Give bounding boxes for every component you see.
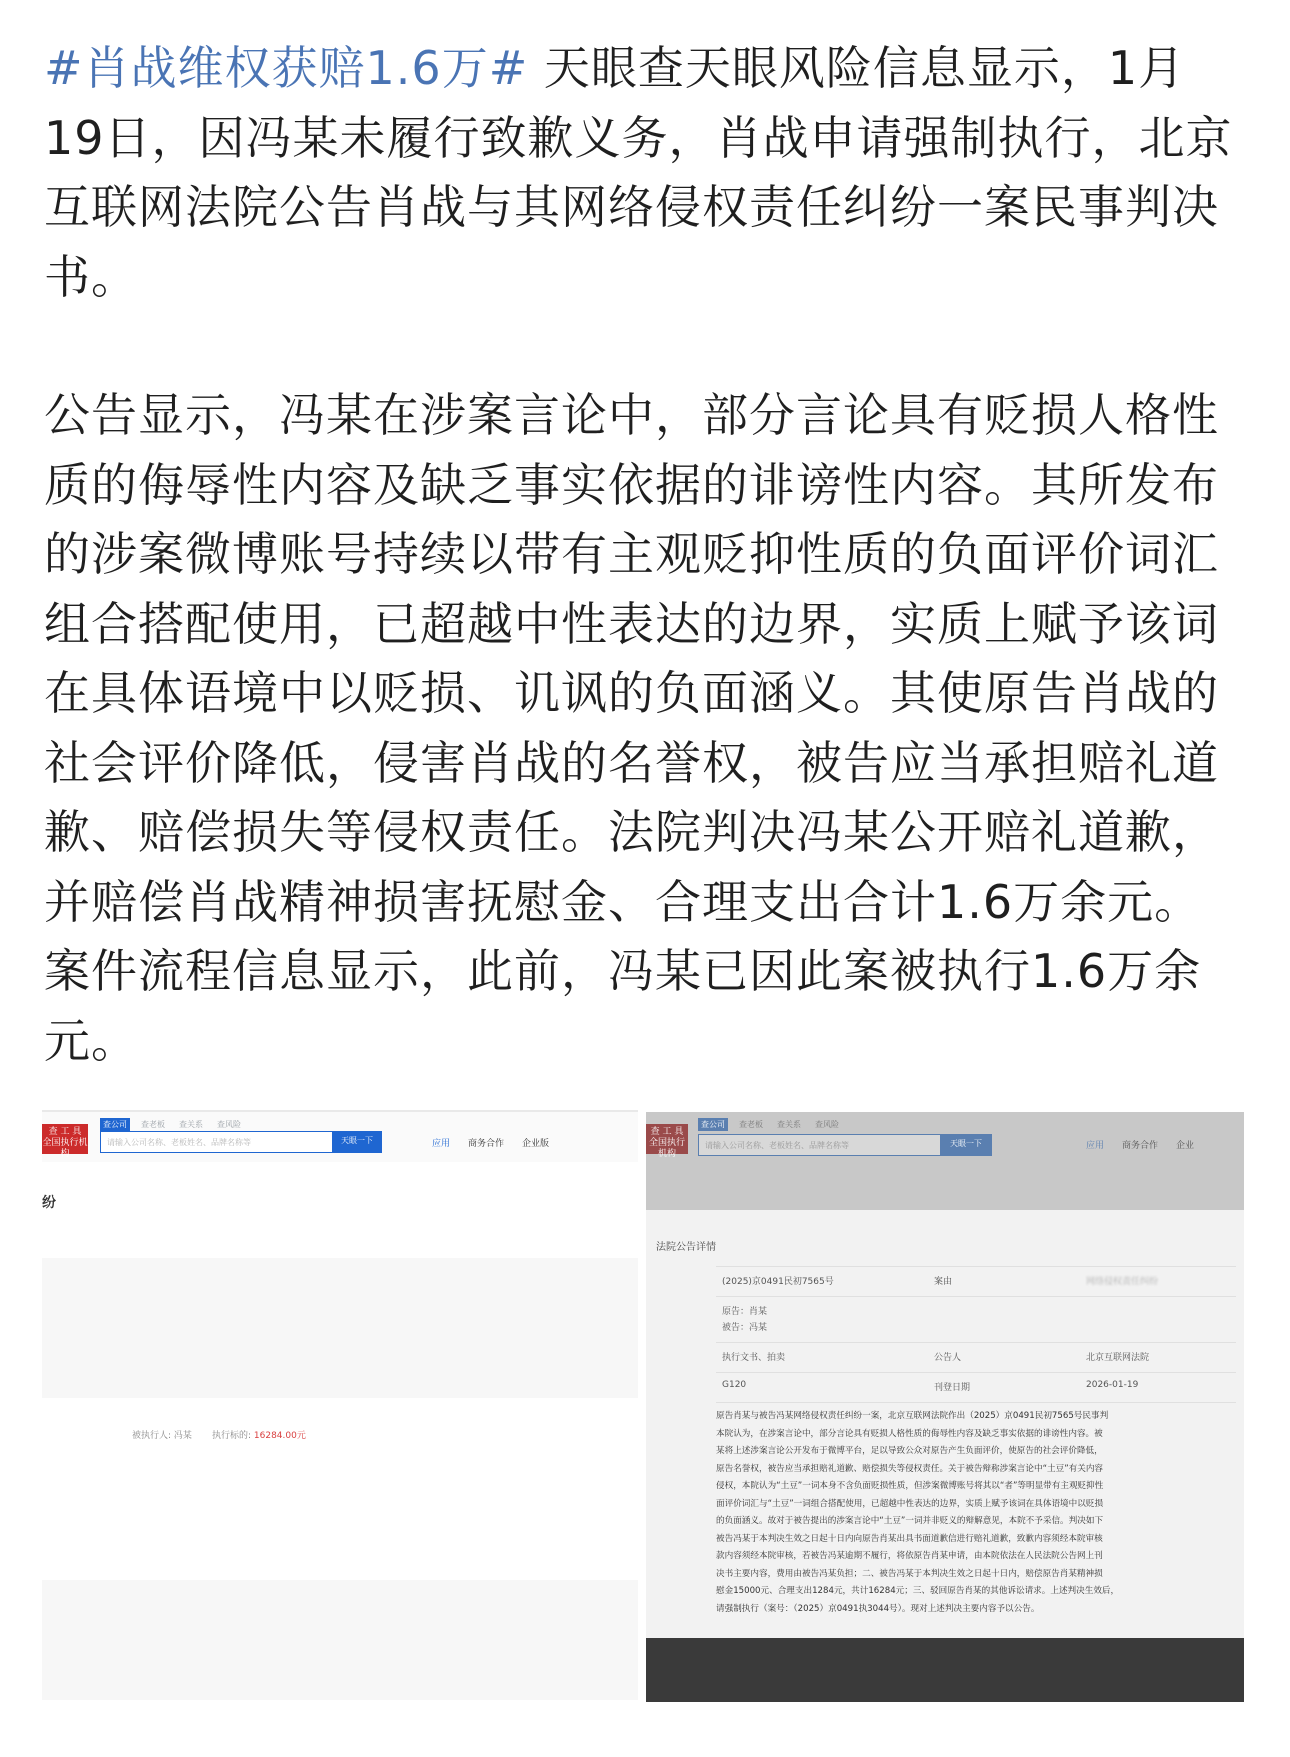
defendant: 被告：冯某 (722, 1323, 768, 1333)
content-band (42, 1580, 638, 1700)
announcer-label: 公告人 (934, 1353, 962, 1363)
publish-date-label: 刊登日期 (934, 1383, 971, 1393)
case-number: (2025)京0491民初7565号 (722, 1277, 834, 1287)
document-type: 执行文书、拍卖 (722, 1353, 786, 1363)
header-nav (1086, 1138, 1194, 1151)
divider (716, 1296, 1236, 1297)
notice-line: 的负面涵义。故对于被告提出的涉案言论中“土豆”一词并非贬义的辩解意见，本院不予采信。判决如下 (716, 1516, 1104, 1526)
divider (716, 1372, 1236, 1373)
header-nav (432, 1136, 549, 1149)
tab-risk[interactable]: 查风险 (217, 1120, 241, 1129)
notice-line: 请强制执行（案号：（2025）京0491执3044号）。现对上述判决主要内容予以公告。 (716, 1603, 1040, 1614)
executed-person-label: 被执行人: (132, 1431, 172, 1441)
site-logo[interactable] (42, 1124, 88, 1159)
tab-risk[interactable]: 查风险 (815, 1120, 839, 1129)
tab-company[interactable]: 查公司 (100, 1118, 130, 1131)
notice-code: G120 (722, 1380, 747, 1390)
notice-line: 某将上述涉案言论公开发布于微博平台，足以导致公众对原告产生负面评价，使原告的社会评价降低， (716, 1446, 1103, 1456)
announcer-value: 北京互联网法院 (1086, 1353, 1150, 1363)
logo-line-1: 查 工 具 (650, 1127, 684, 1137)
notice-line: 本院认为，在涉案言论中，部分言论具有贬损人格性质的侮辱性内容及缺乏事实依据的诽谤性内容。被 (716, 1428, 1103, 1439)
nav-app-menu[interactable]: 应用 (432, 1139, 451, 1149)
search-button[interactable]: 天眼一下 (332, 1131, 382, 1153)
notice-heading: 法院公告详情 (656, 1242, 716, 1253)
divider (716, 1342, 1236, 1343)
search-tabs (100, 1118, 244, 1131)
post-paragraph-1 (44, 34, 1244, 312)
search-tabs (698, 1118, 842, 1131)
cause-value-blurred: 网络侵权责任纠纷 (1086, 1277, 1159, 1287)
cause-label: 案由 (934, 1277, 953, 1287)
nav-business[interactable]: 商务合作 (468, 1139, 505, 1149)
search-button[interactable]: 天眼一下 (940, 1134, 992, 1156)
logo-line-2: 全国执行机构 (42, 1138, 88, 1159)
nav-enterprise[interactable]: 企业 (1176, 1141, 1195, 1151)
notice-body (716, 1408, 1236, 1618)
screenshot-footer (646, 1638, 1244, 1702)
site-logo[interactable] (646, 1124, 688, 1159)
post-body (44, 34, 1244, 1076)
tab-relation[interactable]: 查关系 (179, 1120, 203, 1129)
notice-line: 侵权，本院认为“土豆”一词本身不含负面贬损性质，但涉案微博账号将其以“者”等明显带有主观贬抑性 (716, 1481, 1104, 1491)
execution-amount: 16284.00元 (253, 1431, 306, 1441)
screenshot-right[interactable] (646, 1112, 1244, 1702)
court-notice-panel (646, 1210, 1244, 1638)
nav-business[interactable]: 商务合作 (1122, 1141, 1159, 1151)
divider (716, 1402, 1236, 1403)
nav-enterprise[interactable]: 企业版 (522, 1139, 550, 1149)
page-title-fragment: 纷 (42, 1195, 56, 1211)
notice-line: 决书主要内容，费用由被告冯某负担；二、被告冯某于本判决生效之日起十日内，赔偿原告肖某精神损 (716, 1568, 1103, 1579)
notice-line: 被告冯某于本判决生效之日起十日内向原告肖某出具书面道歉信进行赔礼道歉，致歉内容须经本院审核 (716, 1533, 1103, 1544)
logo-line-1: 查 工 具 (48, 1127, 82, 1137)
logo-line-2: 全国执行机构 (648, 1138, 685, 1159)
tab-boss[interactable]: 查老板 (141, 1120, 165, 1129)
plaintiff: 原告：肖某 (722, 1307, 768, 1317)
tab-company[interactable]: 查公司 (698, 1118, 728, 1131)
tab-boss[interactable]: 查老板 (739, 1120, 763, 1129)
screenshot-left[interactable] (42, 1110, 638, 1700)
site-header (42, 1110, 638, 1162)
post-paragraph-1-text: 天眼查天眼风险信息显示，1月19日，因冯某未履行致歉义务，肖战申请强制执行，北京互联网法院公告肖战与其网络侵权责任纠纷一案民事判决书。 (44, 41, 1233, 304)
search-input[interactable]: 请输入公司名称、老板姓名、品牌名称等 (698, 1134, 942, 1156)
post-paragraph-2: 公告显示，冯某在涉案言论中，部分言论具有贬损人格性质的侮辱性内容及缺乏事实依据的诽谤性内容。其所发布的涉案微博账号持续以带有主观贬抑性质的负面评价词汇组合搭配使用，已超越中性表达的边界，实质上赋予该词在具体语境中以贬损、讥讽的负面涵义。其使原告肖战的社会评价降低，侵害肖战的名誉权，被告应当承担赔礼道歉、赔偿损失等侵权责任。法院判决冯某公开赔礼道歉，并赔偿肖战精神损害抚慰金、合理支出合计1.6万余元。案件流程信息显示，此前，冯某已因此案被执行1.6万余元。 (44, 388, 1219, 1068)
notice-line: 款内容须经本院审核，若被告冯某逾期不履行，将依原告肖某申请，由本院依法在人民法院公告网上刊 (716, 1551, 1103, 1561)
hashtag-link[interactable]: #肖战维权获赔1.6万# (44, 41, 529, 95)
notice-line: 慰金15000元、合理支出1284元，共计16284元；三、驳回原告肖某的其他诉讼请求。上述判决生效后， (716, 1586, 1120, 1596)
notice-line: 原告名誉权，被告应当承担赔礼道歉、赔偿损失等侵权责任。关于被告辩称涉案言论中“土豆”有关内容 (716, 1463, 1104, 1474)
notice-line: 面评价词汇与“土豆”一词组合搭配使用，已超越中性表达的边界，实质上赋予该词在具体语境中以贬损 (716, 1498, 1104, 1509)
notice-line: 原告肖某与被告冯某网络侵权责任纠纷一案，北京互联网法院作出（2025）京0491民初7565号民事判 (716, 1411, 1109, 1421)
content-band (42, 1258, 638, 1398)
site-header (646, 1112, 1244, 1210)
execution-amount-label: 执行标的: (211, 1431, 252, 1441)
execution-row (132, 1428, 306, 1441)
publish-date: 2026-01-19 (1086, 1380, 1139, 1390)
search-input[interactable]: 请输入公司名称、老板姓名、品牌名称等 (100, 1131, 334, 1153)
nav-app-menu[interactable]: 应用 (1086, 1141, 1105, 1151)
tab-relation[interactable]: 查关系 (777, 1120, 801, 1129)
executed-person-name[interactable]: 冯某 (173, 1431, 192, 1441)
divider (716, 1266, 1236, 1267)
